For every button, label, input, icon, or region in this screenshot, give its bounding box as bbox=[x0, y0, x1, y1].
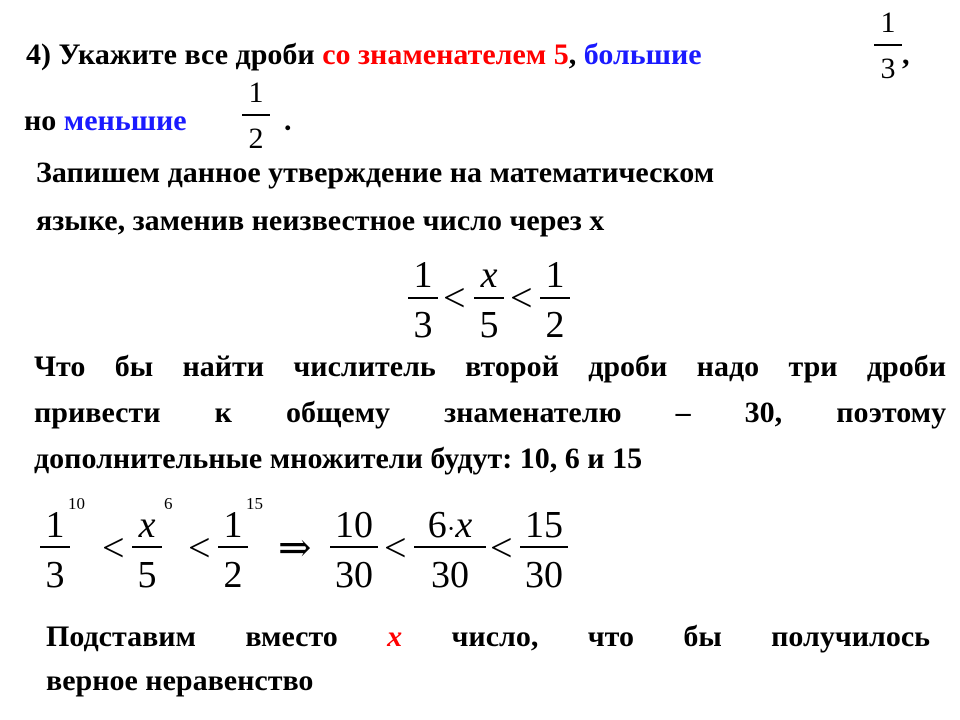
task-line-2 bbox=[24, 106, 187, 136]
ineq2-g1-num: 10 bbox=[335, 504, 373, 546]
ineq2-f1-den: 3 bbox=[45, 554, 65, 596]
ineq2-g2-num bbox=[414, 506, 486, 544]
ineq2-op3: < bbox=[384, 525, 407, 570]
ineq2-op2: < bbox=[188, 525, 211, 570]
para2-line-1: Что бы найти числитель второй дроби надо три дроби bbox=[34, 350, 947, 383]
task-text-greater: большие bbox=[583, 38, 702, 71]
ineq2-g3-num: 15 bbox=[525, 504, 563, 546]
task-line-1 bbox=[26, 40, 702, 70]
ineq2-g2-coef: 6 bbox=[427, 504, 447, 546]
ineq1-f3-num: 1 bbox=[545, 254, 565, 296]
ineq1-f2-num: x bbox=[480, 254, 498, 296]
task-text-less: меньшие bbox=[63, 104, 187, 137]
ineq2-g3-den: 30 bbox=[525, 554, 563, 596]
ineq2-g2-var: x bbox=[455, 504, 473, 546]
ineq1-f1-den: 3 bbox=[413, 304, 433, 346]
ineq2-g2-dot: · bbox=[446, 514, 456, 543]
para3-line-2: верное неравенство bbox=[46, 664, 314, 697]
ineq1-f1-bar bbox=[408, 297, 438, 299]
ineq1-op1: < bbox=[443, 275, 466, 320]
task-line2-prefix: но bbox=[24, 104, 57, 137]
ineq1-f3-den: 2 bbox=[545, 304, 565, 346]
task-period: . bbox=[284, 104, 292, 137]
task-text-denominator: со знаменателем 5 bbox=[322, 38, 569, 71]
para2-line-3: дополнительные множители будут: 10, 6 и 15 bbox=[34, 442, 643, 475]
task-frac2-num: 1 bbox=[248, 76, 264, 109]
task-number: 4) bbox=[26, 38, 51, 71]
ineq1-f1-num: 1 bbox=[413, 254, 433, 296]
task-frac1-num: 1 bbox=[880, 6, 896, 39]
ineq1-f2-bar bbox=[474, 297, 504, 299]
para1-line-2: языке, заменив неизвестное число через х bbox=[36, 204, 605, 237]
para2-line-2: привести к общему знаменателю – 30, поэтому bbox=[34, 396, 947, 429]
task-frac1-bar bbox=[874, 44, 902, 46]
ineq2-f2-den: 5 bbox=[137, 554, 157, 596]
ineq1-f2-den: 5 bbox=[479, 304, 499, 346]
para3-line-1: Подставим вместо x число, что бы получилось bbox=[46, 620, 931, 653]
ineq2-implies: ⇒ bbox=[278, 525, 312, 570]
ineq2-g3-bar bbox=[520, 546, 568, 548]
ineq2-f3-den: 2 bbox=[223, 554, 243, 596]
ineq2-g2-bar bbox=[414, 546, 486, 548]
ineq2-f3-bar bbox=[218, 546, 248, 548]
ineq2-f3-mult: 15 bbox=[246, 494, 263, 513]
task-text-1: Укажите все дроби bbox=[58, 38, 315, 71]
ineq2-f1-num: 1 bbox=[45, 504, 65, 546]
task-comma: , bbox=[568, 38, 577, 71]
para3-variable-x: x bbox=[387, 620, 403, 653]
ineq2-op1: < bbox=[102, 525, 125, 570]
ineq2-f1-mult: 10 bbox=[68, 494, 85, 513]
task-frac2-bar bbox=[242, 114, 270, 116]
ineq2-g2-den: 30 bbox=[431, 554, 469, 596]
ineq2-f2-bar bbox=[132, 546, 162, 548]
ineq2-f1-bar bbox=[40, 546, 70, 548]
task-frac2-den: 2 bbox=[248, 122, 264, 155]
ineq2-g1-den: 30 bbox=[335, 554, 373, 596]
task-frac1-den: 3 bbox=[880, 52, 896, 85]
ineq1-op2: < bbox=[510, 275, 533, 320]
ineq1-f3-bar bbox=[540, 297, 570, 299]
ineq2-f2-num: x bbox=[138, 504, 156, 546]
para1-line-1: Запишем данное утверждение на математическом bbox=[36, 156, 715, 189]
ineq2-f3-num: 1 bbox=[223, 504, 243, 546]
ineq2-g1-bar bbox=[330, 546, 378, 548]
ineq2-f2-mult: 6 bbox=[164, 494, 173, 513]
ineq2-op4: < bbox=[490, 525, 513, 570]
task-trailing-comma: , bbox=[902, 38, 910, 71]
